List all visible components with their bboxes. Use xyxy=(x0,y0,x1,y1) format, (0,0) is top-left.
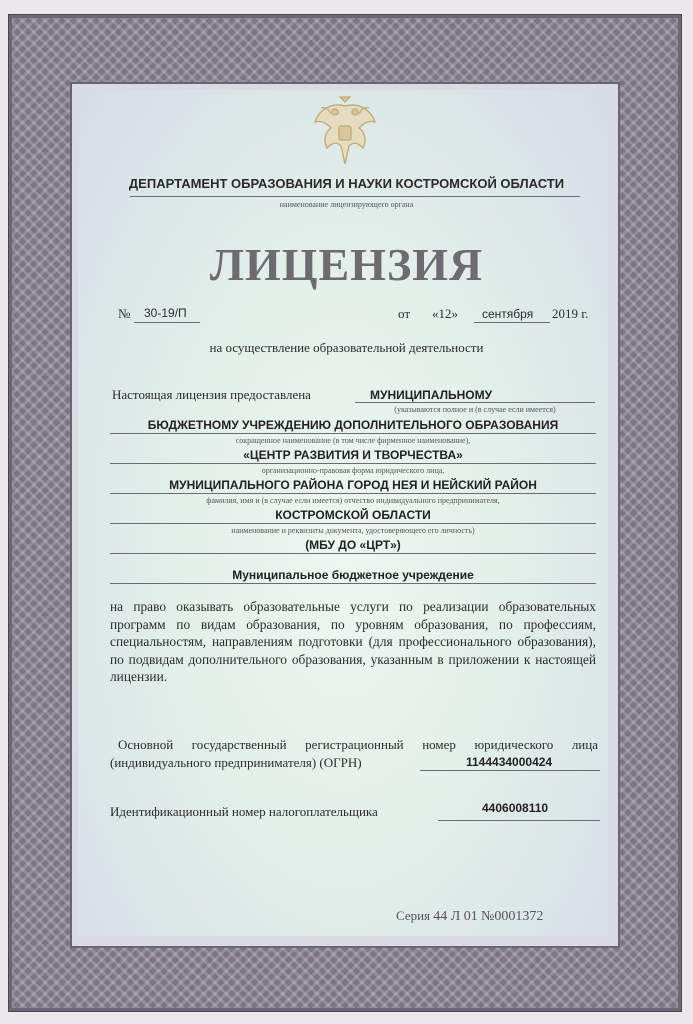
date-from-label: от xyxy=(398,306,411,321)
ogrn-underline xyxy=(420,770,600,771)
org-name-line-1: МУНИЦИПАЛЬНОМУ xyxy=(370,388,493,402)
series-label: Серия xyxy=(396,908,431,923)
inn-label: Идентификационный номер налогоплательщика xyxy=(110,804,378,819)
ogrn-value: 1144434000424 xyxy=(466,755,553,769)
number-underline xyxy=(134,322,200,323)
ogrn-label-line-1: Основной государственный регистрационный номер юридического лица xyxy=(118,737,598,752)
license-right-text: на право оказывать образовательные услуги по реализации образовательных программ по видам образования, по уровням образования, по профессиям, специальностям, направлениям подготовки (для профессионального образования), по подвидам дополнительного образования, указанным в приложении к настоящей лицензии. xyxy=(110,599,596,685)
issuer-underline xyxy=(130,196,580,197)
month-underline xyxy=(474,322,550,323)
caption-2: сокращенное наименование (в том числе фирменное наименование), xyxy=(235,436,471,445)
org-underline-7 xyxy=(110,583,596,584)
org-underline-1 xyxy=(355,402,595,403)
issuer-caption: наименование лицензирующего органа xyxy=(279,200,414,209)
date-day: «12» xyxy=(432,306,458,321)
org-name-line-3: «ЦЕНТР РАЗВИТИЯ И ТВОРЧЕСТВА» xyxy=(243,448,463,462)
series-number: №0001372 xyxy=(481,909,544,924)
org-legal-form: Муниципальное бюджетное учреждение xyxy=(232,568,474,582)
inn-value: 4406008110 xyxy=(482,801,549,815)
org-name-line-2: БЮДЖЕТНОМУ УЧРЕЖДЕНИЮ ДОПОЛНИТЕЛЬНОГО ОБРАЗОВАНИЯ xyxy=(147,418,559,432)
org-underline-6 xyxy=(110,553,596,554)
org-underline-4 xyxy=(110,493,596,494)
caption-5: наименование и реквизиты документа, удостоверяющего его личность) xyxy=(231,526,475,535)
ogrn-label-line-2: (индивидуального предпринимателя) (ОГРН) xyxy=(110,755,362,770)
org-underline-2 xyxy=(110,433,596,434)
date-year: 2019 г. xyxy=(552,306,589,321)
number-prefix: № xyxy=(118,306,131,321)
document-title: ЛИЦЕНЗИЯ xyxy=(209,239,484,290)
org-name-line-5: КОСТРОМСКОЙ ОБЛАСТИ xyxy=(275,508,431,522)
date-month: сентября xyxy=(482,307,534,321)
caption-3: организационно-правовая форма юридического лица, xyxy=(261,466,445,475)
blank-series xyxy=(396,908,543,925)
org-name-line-6: (МБУ ДО «ЦРТ») xyxy=(305,538,401,552)
license-subject: на осуществление образовательной деятельности xyxy=(209,340,484,355)
org-name-line-4: МУНИЦИПАЛЬНОГО РАЙОНА ГОРОД НЕЯ И НЕЙСКИЙ РАЙОН xyxy=(169,478,537,492)
license-number: 30-19/П xyxy=(144,306,187,320)
issuer-name: ДЕПАРТАМЕНТ ОБРАЗОВАНИЯ И НАУКИ КОСТРОМСКОЙ ОБЛАСТИ xyxy=(128,176,565,191)
org-underline-5 xyxy=(110,523,596,524)
coat-of-arms-icon xyxy=(309,92,381,172)
series-value: 44 Л 01 xyxy=(433,909,478,924)
org-underline-3 xyxy=(110,463,596,464)
granted-to-label: Настоящая лицензия предоставлена xyxy=(112,387,311,402)
inn-underline xyxy=(438,820,600,821)
caption-1: (указываются полное и (в случае если имеется) xyxy=(394,405,556,414)
caption-4: фамилия, имя и (в случае если имеется) отчество индивидуального предпринимателя, xyxy=(206,496,500,505)
